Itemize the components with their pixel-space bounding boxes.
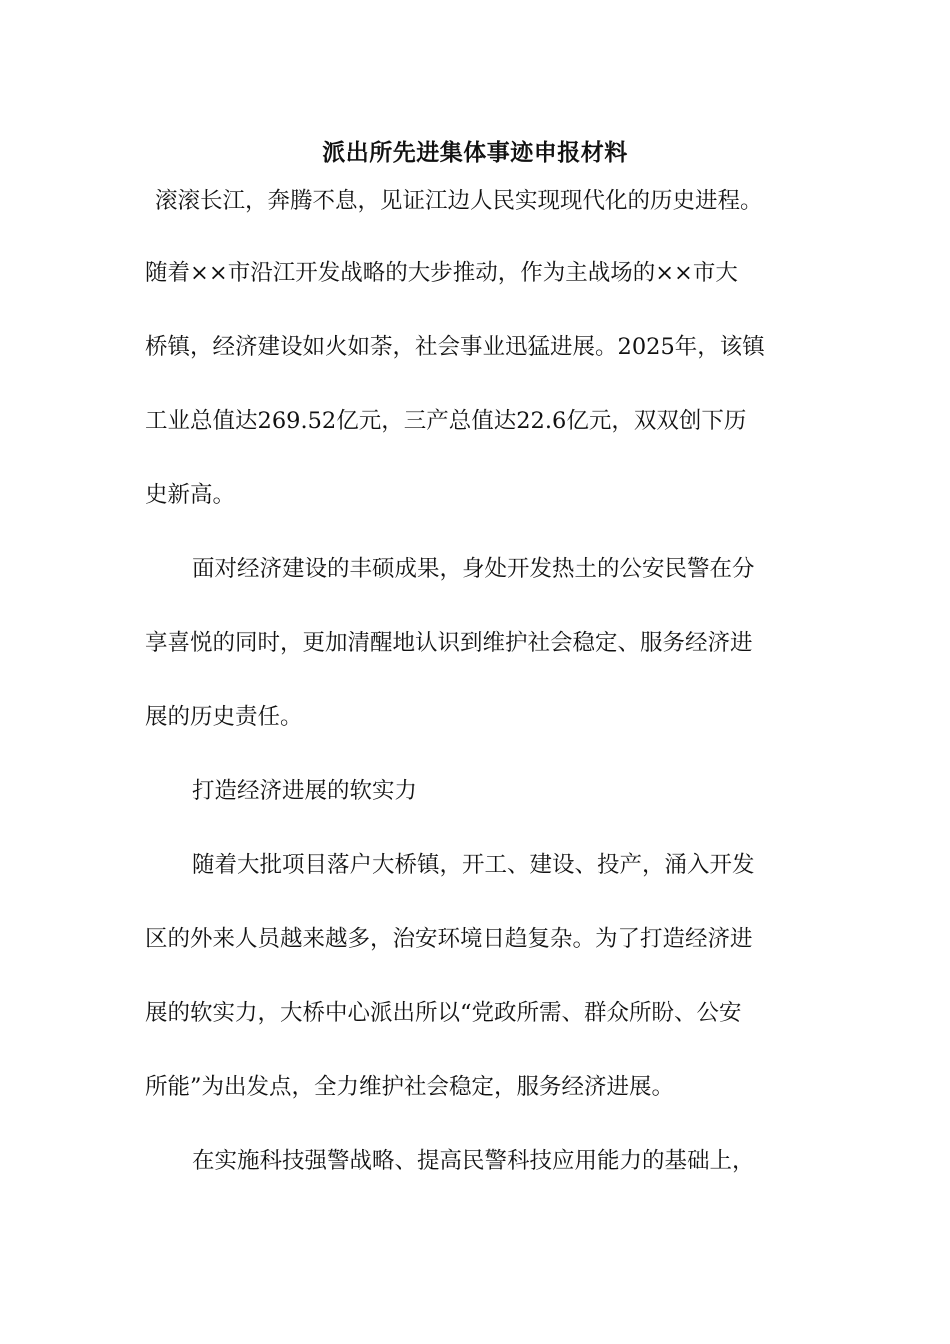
- paragraph-line: 桥镇，经济建设如火如荼，社会事业迅猛进展。2025年，该镇: [145, 334, 765, 360]
- section-heading: 打造经济进展的软实力: [192, 778, 418, 804]
- paragraph-line: 工业总值达269.52亿元，三产总值达22.6亿元，双双创下历: [145, 408, 747, 434]
- paragraph-line: 享喜悦的同时，更加清醒地认识到维护社会稳定、服务经济进: [145, 630, 753, 656]
- paragraph-line: 在实施科技强警战略、提高民警科技应用能力的基础上，: [192, 1148, 755, 1174]
- paragraph-line: 展的历史责任。: [145, 704, 303, 730]
- paragraph-line: 随着××市沿江开发战略的大步推动，作为主战场的××市大: [145, 260, 738, 286]
- paragraph-line: 滚滚长江，奔腾不息，见证江边人民实现现代化的历史进程。: [155, 188, 763, 214]
- paragraph-line: 面对经济建设的丰硕成果，身处开发热土的公安民警在分: [192, 556, 755, 582]
- paragraph-line: 随着大批项目落户大桥镇，开工、建设、投产，涌入开发: [192, 852, 755, 878]
- paragraph-line: 所能”为出发点，全力维护社会稳定，服务经济进展。: [145, 1074, 675, 1100]
- paragraph-line: 展的软实力，大桥中心派出所以“党政所需、群众所盼、公安: [145, 1000, 742, 1026]
- paragraph-line: 区的外来人员越来越多，治安环境日趋复杂。为了打造经济进: [145, 926, 753, 952]
- document-title: 派出所先进集体事迹申报材料: [322, 139, 628, 166]
- paragraph-line: 史新高。: [145, 482, 236, 508]
- document-body: [145, 166, 810, 1198]
